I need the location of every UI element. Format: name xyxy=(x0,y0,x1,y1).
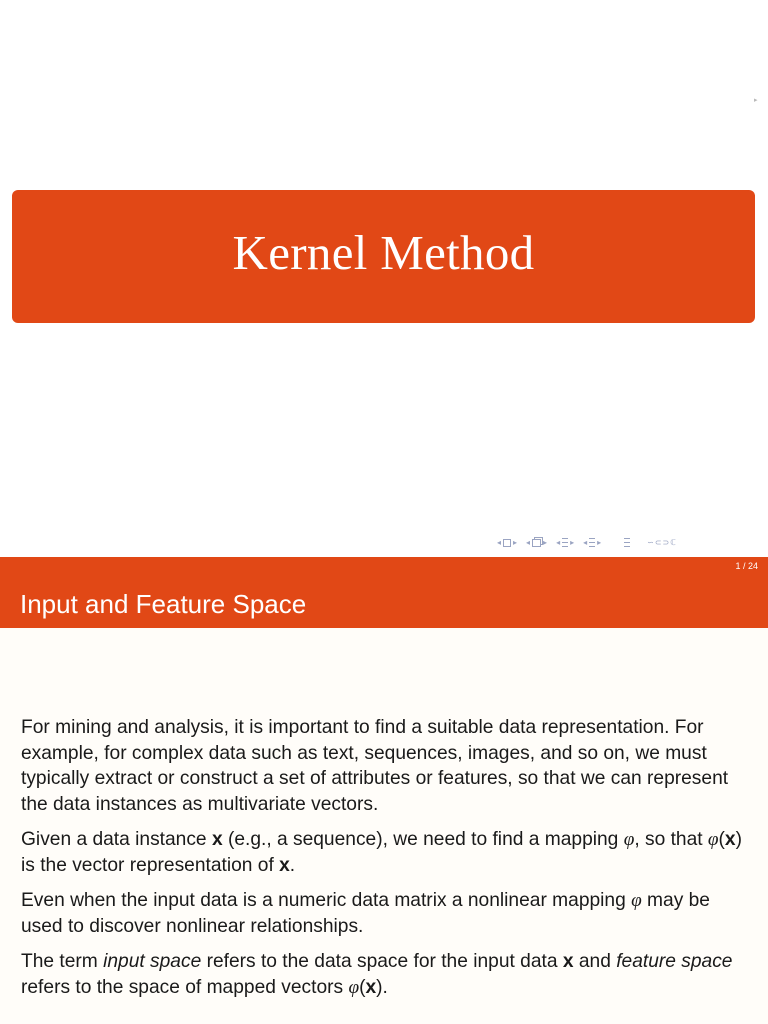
vector-x: x xyxy=(562,951,574,972)
text-segment: ) is the vector representation of xyxy=(21,829,742,876)
slide-title: Kernel Method xyxy=(232,225,535,280)
section-icon[interactable] xyxy=(589,538,595,547)
text-segment: ). xyxy=(376,976,388,998)
text-segment: The term xyxy=(21,951,104,972)
frame-icon[interactable] xyxy=(532,539,541,547)
nav-frame-group[interactable] xyxy=(526,538,547,547)
text-segment: ( xyxy=(359,976,366,998)
paragraph-representation: For mining and analysis, it is important to find a suitable data representation. For example, for complex data such as text, sequences, images, and so on, we must typically extract or construct a set of attributes or features, so that we can represent the data instances as multivariate vectors. xyxy=(21,717,729,815)
vector-x: x xyxy=(724,829,736,850)
vector-x: x xyxy=(365,976,377,998)
nav-section-group[interactable] xyxy=(583,538,601,547)
paragraph-nonlinear xyxy=(21,888,751,939)
nav-next-icon[interactable]: ▸ xyxy=(597,538,602,547)
nav-search-controls-icon[interactable]: ∽⊂⊃ℂ xyxy=(647,538,677,547)
paragraph-mapping xyxy=(21,827,751,878)
nav-next-icon[interactable]: ▸ xyxy=(513,538,518,547)
nav-prev-icon[interactable]: ◂ xyxy=(526,538,531,547)
phi-symbol: φ xyxy=(623,829,635,850)
text-segment: , so that xyxy=(634,829,708,850)
slide-corner-arrow-icon: ▸ xyxy=(754,97,758,104)
nav-subsection-group[interactable] xyxy=(556,538,574,547)
nav-prev-icon[interactable]: ◂ xyxy=(497,538,502,547)
nav-next-icon[interactable]: ▸ xyxy=(570,538,575,547)
term-input-space: input space xyxy=(103,951,202,972)
nav-prev-icon[interactable]: ◂ xyxy=(583,538,588,547)
text-segment: Even when the input data is a numeric data matrix a nonlinear mapping xyxy=(21,890,632,911)
text-segment: and xyxy=(573,951,617,972)
slide-heading: Input and Feature Space xyxy=(20,589,307,619)
text-segment: may be used to discover nonlinear relationships. xyxy=(21,890,710,937)
slide-icon[interactable] xyxy=(503,539,511,547)
phi-symbol: φ xyxy=(348,976,360,998)
phi-symbol: φ xyxy=(631,890,642,911)
document-icon[interactable] xyxy=(624,538,630,547)
beamer-navigation-bar xyxy=(497,538,677,547)
nav-prev-icon[interactable]: ◂ xyxy=(556,538,561,547)
subsection-icon[interactable] xyxy=(562,538,568,547)
slide-body xyxy=(21,715,751,1010)
text-segment: (e.g., a sequence), we need to find a mapping xyxy=(222,829,624,850)
nav-document-group[interactable] xyxy=(624,538,630,547)
slide-header-bar xyxy=(0,557,768,628)
text-segment: Given a data instance xyxy=(21,829,212,850)
text-segment: ( xyxy=(718,829,725,850)
term-feature-space: feature space xyxy=(616,951,733,972)
vector-x: x xyxy=(279,854,290,876)
nav-slide-group[interactable] xyxy=(497,538,517,547)
text-segment: refers to the data space for the input data xyxy=(201,951,563,972)
paragraph-spaces xyxy=(21,949,751,1000)
nav-next-icon[interactable]: ▸ xyxy=(543,538,548,547)
text-segment: . xyxy=(289,854,296,876)
vector-x: x xyxy=(211,829,223,850)
text-segment: refers to the space of mapped vectors xyxy=(21,976,349,998)
phi-symbol: φ xyxy=(707,829,719,850)
title-banner xyxy=(12,190,755,323)
page-number: 1 / 24 xyxy=(735,561,758,571)
